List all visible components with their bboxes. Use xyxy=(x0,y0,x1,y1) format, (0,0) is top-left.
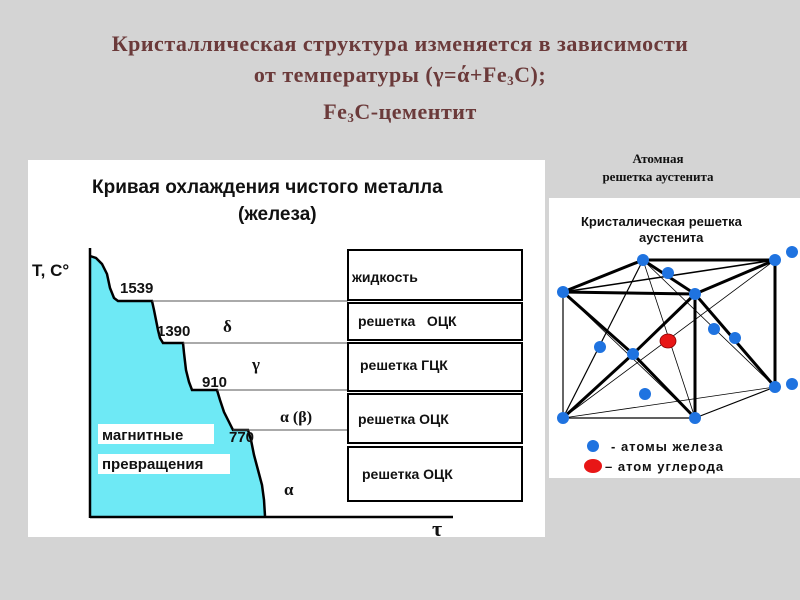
iron-atom xyxy=(786,378,798,390)
structure-label-fcc: решетка ГЦК xyxy=(360,357,448,373)
temp-770: 770 xyxy=(229,429,255,446)
temp-1539: 1539 xyxy=(120,280,154,297)
atomic-caption-line-1: Атомная xyxy=(632,151,684,166)
curve-heading-line-2: (железа) xyxy=(238,204,317,225)
lattice-heading-line-1: Кристалическая решетка xyxy=(581,214,742,229)
title-line-3 xyxy=(0,96,800,133)
iron-atom xyxy=(639,388,651,400)
y-axis-label: Т, С° xyxy=(32,261,70,280)
edge xyxy=(695,260,775,294)
magnetic-label-line-1: магнитные xyxy=(102,427,184,444)
temp-1390: 1390 xyxy=(157,323,191,340)
iron-atom xyxy=(662,267,674,279)
lattice-heading-line-2: аустенита xyxy=(639,230,704,245)
edge xyxy=(563,292,695,294)
iron-atom xyxy=(769,381,781,393)
atomic-lattice-caption xyxy=(558,150,758,186)
structure-label-bcc-delta: решетка ОЦК xyxy=(358,313,457,329)
curve-heading-line-1: Кривая охлаждения чистого металла xyxy=(92,177,443,198)
title-line-2-text: от температуры (γ=ά+Fe xyxy=(253,62,508,87)
phase-gamma: γ xyxy=(252,355,260,374)
iron-atom xyxy=(729,332,741,344)
iron-atom xyxy=(689,288,701,300)
title-line-2 xyxy=(0,59,800,96)
cooling-curve-fill xyxy=(90,256,265,516)
iron-atom xyxy=(627,348,639,360)
legend-iron-icon xyxy=(587,440,599,452)
legend-carbon-icon xyxy=(584,459,602,473)
iron-atoms xyxy=(557,246,798,424)
edge xyxy=(563,260,643,292)
cooling-curve-panel xyxy=(28,160,545,537)
cooling-curve-diagram xyxy=(28,160,545,537)
iron-atom xyxy=(557,286,569,298)
title-line-3-text: Fe xyxy=(323,99,348,124)
slide-title xyxy=(0,28,800,133)
edge xyxy=(695,387,775,418)
edge xyxy=(563,354,633,418)
austenite-lattice-panel xyxy=(549,198,800,478)
iron-atom xyxy=(637,254,649,266)
phase-alpha-beta: α (β) xyxy=(280,409,313,426)
austenite-lattice-diagram xyxy=(549,198,800,478)
structure-label-bcc-alpha: решетка ОЦК xyxy=(362,466,453,482)
iron-atom xyxy=(689,412,701,424)
temp-910: 910 xyxy=(202,374,228,391)
iron-atom xyxy=(708,323,720,335)
iron-atom xyxy=(786,246,798,258)
title-line-2-sub: 3 xyxy=(507,73,515,88)
magnetic-label-line-2: превращения xyxy=(102,456,204,473)
iron-atom xyxy=(557,412,569,424)
phase-delta: δ xyxy=(223,317,232,336)
legend-carbon-label: – атом углерода xyxy=(605,459,725,474)
title-line-2-end: C); xyxy=(514,62,547,87)
atomic-caption-line-2: решетка аустенита xyxy=(602,169,714,184)
iron-atom xyxy=(769,254,781,266)
x-axis-label: τ xyxy=(432,516,443,537)
title-line-3-sub: 3 xyxy=(347,110,355,125)
legend-iron-label: - атомы железа xyxy=(611,439,724,454)
phase-alpha: α xyxy=(284,480,294,499)
edge xyxy=(633,354,695,418)
carbon-atom xyxy=(660,334,676,348)
title-line-1: Кристаллическая структура изменяется в зависимости xyxy=(111,31,689,56)
structure-label-liquid: жидкость xyxy=(352,269,418,285)
title-line-3-end: C-цементит xyxy=(354,99,477,124)
structure-label-bcc-beta: решетка ОЦК xyxy=(358,411,449,427)
edge xyxy=(563,260,643,418)
iron-atom xyxy=(594,341,606,353)
